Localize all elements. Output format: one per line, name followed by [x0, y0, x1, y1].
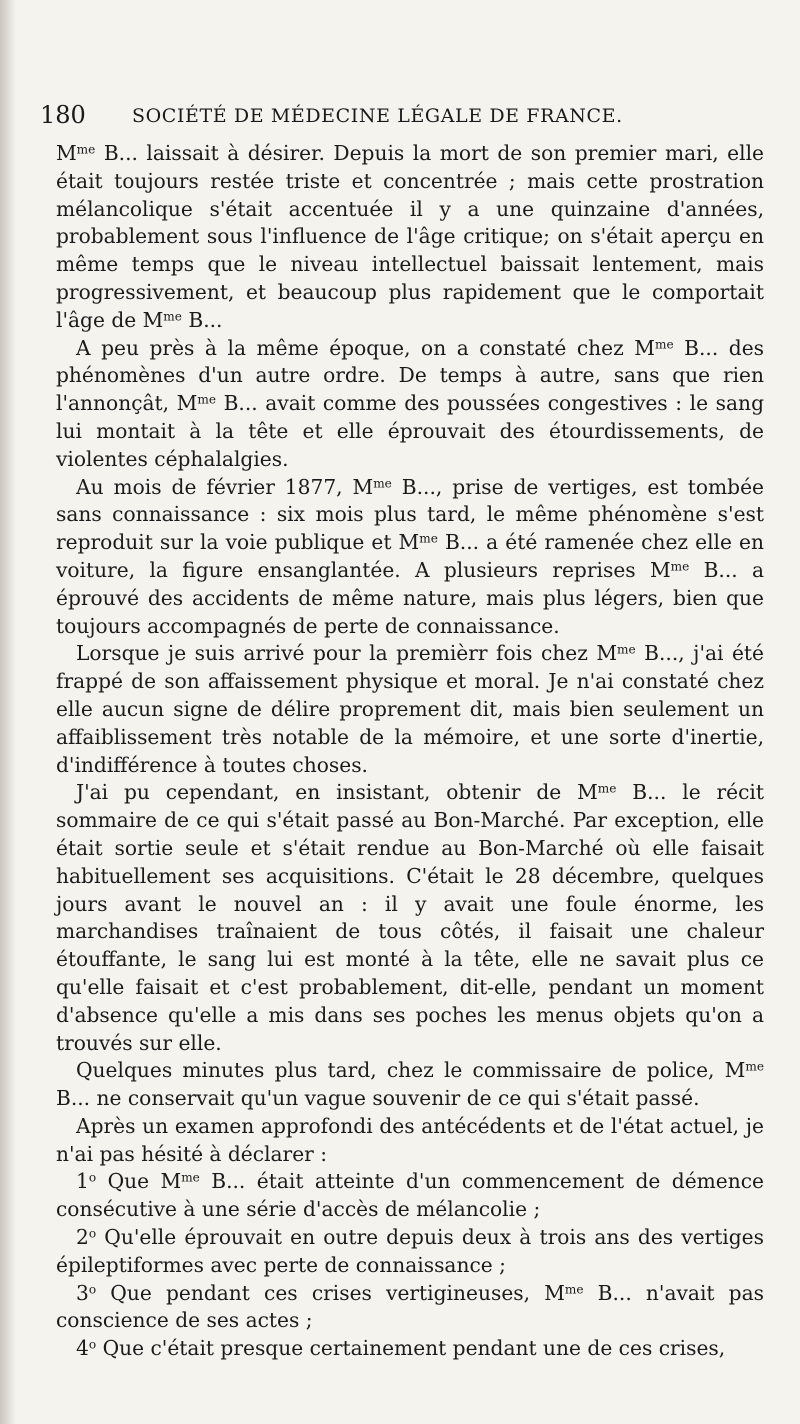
list-item: 2$^o$ Qu'elle éprouvait en outre depuis deux à trois ans des vertiges épileptiformes avec perte de connaissance ;: [56, 1225, 764, 1277]
list-item: 1$^o$ Que $M^{me}$ B... était atteinte d'un commencement de démence consécutive à une série d'accès de mélancolie ;: [56, 1169, 764, 1222]
page-header: [40, 98, 760, 132]
paragraph: A peu près à la même époque, on a constaté chez $M^{me}$ B... des phénomènes d'un autre ordre. De temps à autre, sans que rien l'annonçât, $M^{me}$ B... avait comme des poussées congestives : le sang lui montait à la tête et elle éprouvait des étourdissements, de violentes céphalalgies.: [56, 335, 765, 471]
list-item: 3$^o$ Que pendant ces crises vertigineuses, $M^{me}$ B... n'avait pas conscience de ses actes ;: [56, 1280, 764, 1333]
paragraph: Au mois de février 1877, $M^{me}$ B..., prise de vertiges, est tombée sans connaissance : six mois plus tard, le même phénomène s'est reproduit sur la voie publique et $M^{me}$ B... a été ramenée chez elle en voiture, la figure ensanglantée. A plusieurs reprises $M^{me}$ B... a éprouvé des accidents de même nature, mais plus légers, bien que toujours accompagnés de perte de connaissance.: [56, 474, 765, 638]
paragraph: Lorsque je suis arrivé pour la premièrr fois chez $M^{me}$ B..., j'ai été frappé de son affaissement physique et moral. Je n'ai constaté chez elle aucun signe de délire proprement dit, mais bien seulement un affaiblissement très notable de la mémoire, et une sorte d'inertie, d'indifférence à toutes choses.: [56, 641, 764, 777]
page-number: 180: [40, 101, 86, 129]
paragraph: Après un examen approfondi des antécédents et de l'état actuel, je n'ai pas hésité à déclarer :: [56, 1113, 764, 1166]
body-text: [56, 140, 764, 1363]
list-item: 4$^o$ Que c'était presque certainement pendant une de ces crises,: [76, 1336, 726, 1361]
paragraph: J'ai pu cependant, en insistant, obtenir de $M^{me}$ B... le récit sommaire de ce qui s'était passé au Bon-Marché. Par exception, elle était sortie seule et s'était rendue au Bon-Marché où elle faisait habituellement ses acquisitions. C'était le 28 décembre, quelques jours avant le nouvel an : il y avait une foule énorme, les marchandises traînaient de tous côtés, il faisait une chaleur étouffante, le sang lui est monté à la tête, elle ne savait plus ce qu'elle faisait et c'est probablement, dit-elle, pendant un moment d'absence qu'elle a mis dans ses poches les menus objets qu'on a trouvés sur elle.: [56, 780, 764, 1055]
paragraph: Quelques minutes plus tard, chez le commissaire de police, $M^{me}$ B... ne conservait qu'un vague souvenir de ce qui s'était passé.: [56, 1058, 764, 1111]
paragraph: $M^{me}$ B... laissait à désirer. Depuis la mort de son premier mari, elle était toujours restée triste et concentrée ; mais cette prostration mélancolique s'était accentuée il y a une quinzaine d'années, probablement sous l'influence de l'âge critique; on s'était aperçu en même temps que le niveau intellectuel baissait lentement, mais progressivement, et beaucoup plus rapidement que le comportait l'âge de $M^{me}$ B...: [56, 141, 764, 332]
page-edge-shadow: [0, 0, 16, 1424]
running-title: SOCIÉTÉ DE MÉDECINE LÉGALE DE FRANCE.: [132, 105, 623, 127]
